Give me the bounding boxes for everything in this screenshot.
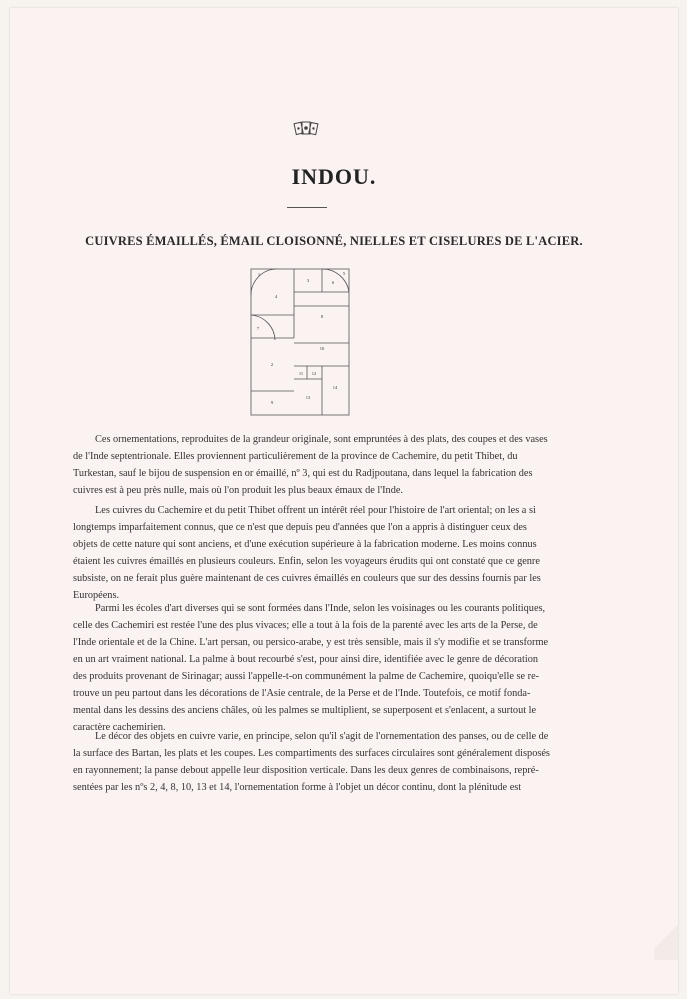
paragraph-line: l'Inde orientale et de la Chine. L'art persan, ou persico-arabe, y est très sensible, mais il s'y modifie et se transforme (73, 637, 549, 648)
page-subtitle: CUIVRES ÉMAILLÉS, ÉMAIL CLOISONNÉ, NIELLES ET CISELURES DE L'ACIER. (85, 234, 583, 248)
plate-layout-svg (250, 268, 350, 416)
diagram-label-1: 1 (257, 272, 261, 277)
title-divider (287, 207, 327, 208)
paragraph-line: Ces ornementations, reproduites de la grandeur originale, sont empruntées à des plats, des coupes et des vases (95, 434, 548, 445)
paragraph-line: sentées par les nºs 2, 4, 8, 10, 13 et 14, l'ornementation forme à l'objet un décor continu, dont la plénitude est (73, 782, 522, 793)
paragraph-line: Les cuivres du Cachemire et du petit Thibet offrent un intérêt réel pour l'histoire de l'art oriental; on les a si (95, 505, 536, 516)
diagram-label-11: 11 (298, 371, 304, 376)
diagram-label-2: 2 (270, 362, 274, 367)
diagram-label-7: 7 (256, 326, 260, 331)
paragraph-4 (73, 728, 595, 796)
paragraph-line: Le décor des objets en cuivre varie, en principe, selon qu'il s'agit de l'ornementation des panses, ou de celle de (95, 731, 549, 742)
diagram-label-10: 10 (319, 346, 325, 351)
paragraph-line: mental dans les dessins des anciens châles, où les palmes se multiplient, se superposent et s'enlacent, a surtout le (73, 705, 537, 716)
paragraph-line: objets de cette nature qui sont anciens, et d'une exécution supérieure à la fabrication moderne. Les moins connus (73, 539, 537, 550)
paragraph-line: caractère cachemirien. (73, 722, 166, 733)
paragraph-1 (73, 431, 595, 499)
paragraph-line: celle des Cachemiri est restée l'une des plus vivaces; elle a tout à la fois de la parenté avec les arts de la Perse, de (73, 620, 538, 631)
plate-layout-diagram (250, 268, 350, 416)
diagram-label-4: 4 (274, 294, 278, 299)
ornament-icon (293, 120, 319, 138)
paragraph-line: en rayonnement; la panse debout appelle leur disposition verticale. Dans les deux genres de combinaisons, repré- (73, 765, 539, 776)
paragraph-line: la surface des Bartan, les plats et les coupes. Les compartiments des surfaces circulaires sont généralement disposés (73, 748, 550, 759)
paragraph-line: subsiste, on ne ferait plus guère maintenant de ces cuivres émaillés en couleurs que sur des dessins fournis par les (73, 573, 541, 584)
diagram-label-5: 5 (342, 271, 346, 276)
paragraph-line: longtemps imparfaitement connus, que ce n'est que depuis peu d'années que l'on a appris à distinguer ceux des (73, 522, 527, 533)
paragraph-line: étaient les cuivres émaillés en plusieurs couleurs. Enfin, selon les voyageurs érudits qui ont constaté que ce genre (73, 556, 540, 567)
paragraph-2 (73, 502, 595, 604)
diagram-label-14: 14 (332, 385, 338, 390)
paragraph-line: des produits provenant de Sirinagar; aussi l'appelle-t-on communément la palme de Cachemire, quoiqu'elle se re- (73, 671, 540, 682)
page-title: INDOU. (291, 164, 377, 189)
diagram-label-9: 9 (270, 400, 274, 405)
paragraph-line: Européens. (73, 590, 120, 601)
paragraph-line: Parmi les écoles d'art diverses qui se sont formées dans l'Inde, selon les voisinages ou les courants politiques, (95, 603, 546, 614)
diagram-label-13: 13 (305, 395, 311, 400)
diagram-label-6: 6 (331, 280, 335, 285)
paragraph-3 (73, 600, 595, 736)
page-sheet (10, 8, 678, 994)
page-corner-fold (654, 912, 678, 960)
paragraph-line: cuivres est à peu près nulle, mais où l'on produit les plus beaux émaux de l'Inde. (73, 485, 403, 496)
paragraph-line: en un art vraiment national. La palme à bout recourbé s'est, pour ainsi dire, identifiée avec le genre de décoration (73, 654, 539, 665)
paragraph-line: trouve un peu partout dans les décorations de l'Asie centrale, de la Perse et de l'Inde. Toutefois, ce motif fonda- (73, 688, 531, 699)
diagram-label-3: 3 (306, 278, 310, 283)
paragraph-line: de l'Inde septentrionale. Elles proviennent particulièrement de la province de Cachemire, du petit Thibet, du (73, 451, 518, 462)
diagram-label-8: 8 (320, 314, 324, 319)
diagram-label-12: 12 (311, 371, 317, 376)
paragraph-line: Turkestan, sauf le bijou de suspension en or émaillé, nº 3, qui est du Radjpoutana, dans lequel la fabrication des (73, 468, 533, 479)
